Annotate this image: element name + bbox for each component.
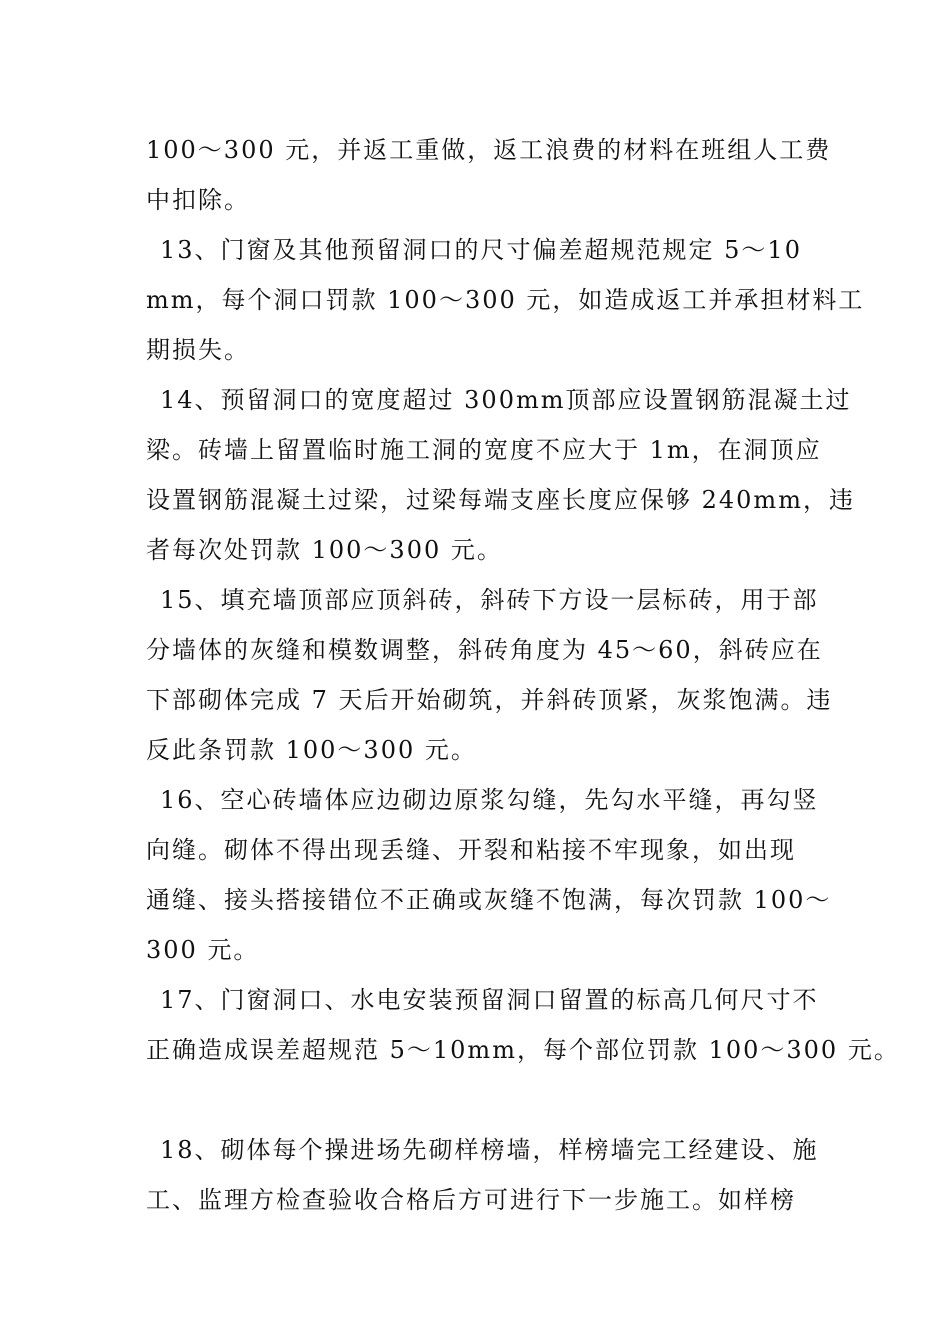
paragraph-15-line: 下部砌体完成 7 天后开始砌筑，并斜砖顶紧，灰浆饱满。违 [146,686,833,714]
paragraph-14-line: 14、预留洞口的宽度超过 300mm顶部应设置钢筋混凝土过 [160,386,852,414]
paragraph-15-line: 分墙体的灰缝和模数调整，斜砖角度为 45～60，斜砖应在 [146,636,823,664]
paragraph-18-line: 18、砌体每个操进场先砌样榜墙，样榜墙完工经建设、施 [160,1136,819,1164]
paragraph-16-line: 16、空心砖墙体应边砌边原浆勾缝，先勾水平缝，再勾竖 [160,786,819,814]
paragraph-13-line: 13、门窗及其他预留洞口的尺寸偏差超规范规定 5～10 [160,236,802,264]
paragraph-13-line: mm，每个洞口罚款 100～300 元，如造成返工并承担材料工 [146,286,865,314]
paragraph-16-line: 向缝。砌体不得出现丢缝、开裂和粘接不牢现象，如出现 [146,836,796,864]
paragraph-15-line: 反此条罚款 100～300 元。 [146,736,477,764]
paragraph-14-line: 者每次处罚款 100～300 元。 [146,536,503,564]
paragraph-17-line: 17、门窗洞口、水电安装预留洞口留置的标高几何尺寸不 [160,986,819,1014]
paragraph-13-line: 期损失。 [146,336,250,364]
paragraph-18-line: 工、监理方检查验收合格后方可进行下一步施工。如样榜 [146,1186,796,1214]
text-line: 中扣除。 [146,186,250,214]
text-line: 100～300 元，并返工重做，返工浪费的材料在班组人工费 [146,136,832,164]
paragraph-15-line: 15、填充墙顶部应顶斜砖，斜砖下方设一层标砖，用于部 [160,586,819,614]
paragraph-17-line: 正确造成误差超规范 5～10mm，每个部位罚款 100～300 元。 [146,1036,900,1064]
paragraph-14-line: 设置钢筋混凝土过梁，过梁每端支座长度应保够 240mm，违 [146,486,855,514]
paragraph-16-line: 300 元。 [146,936,260,964]
paragraph-16-line: 通缝、接头搭接错位不正确或灰缝不饱满，每次罚款 100～ [146,886,832,914]
paragraph-14-line: 梁。砖墙上留置临时施工洞的宽度不应大于 1m，在洞顶应 [146,436,822,464]
